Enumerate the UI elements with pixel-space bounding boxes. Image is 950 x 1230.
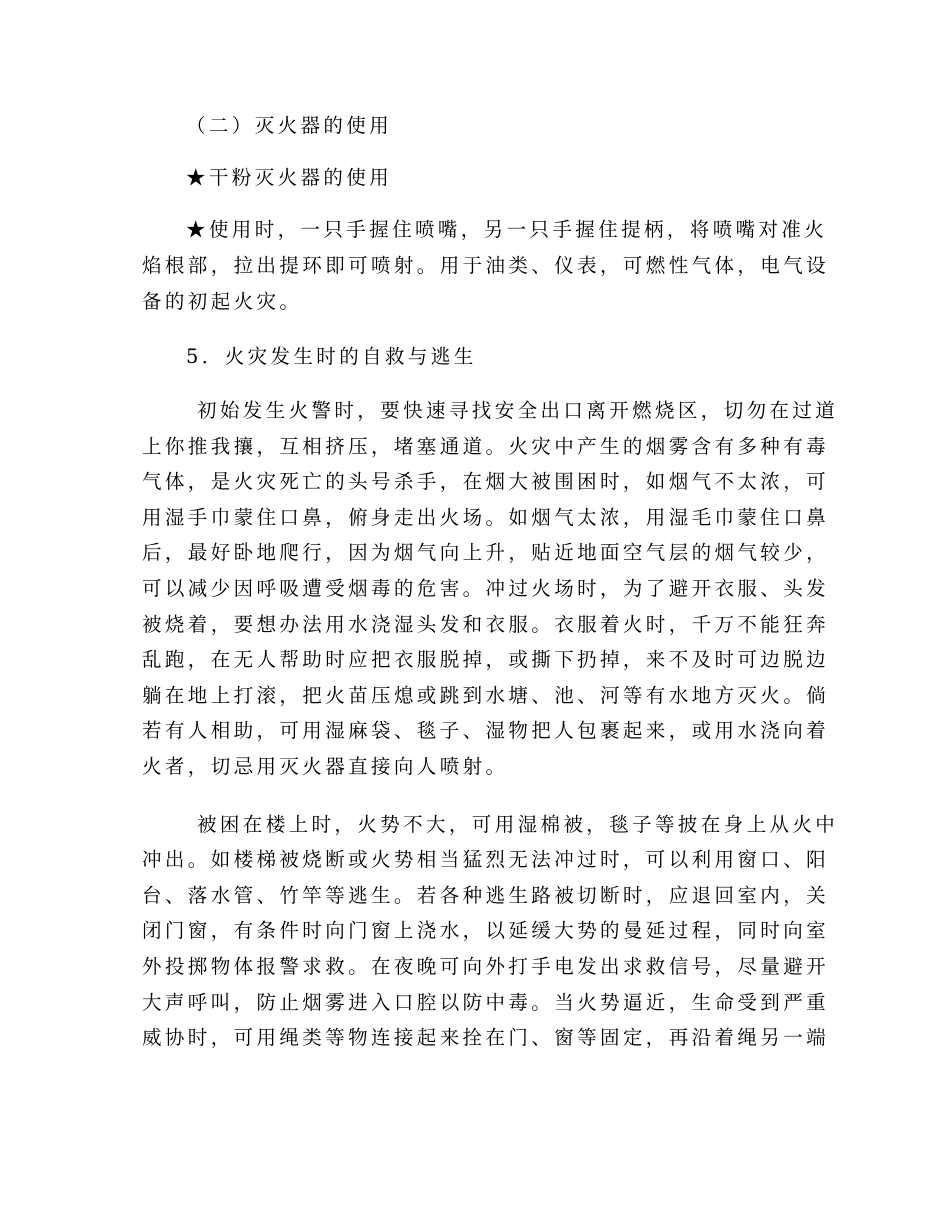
paragraph-line: ★使用时，一只手握住喷嘴，另一只手握住提柄，将喷嘴对准火: [186, 218, 828, 241]
paragraph-line: 可以减少因呼吸遭受烟毒的危害。冲过火场时，为了避开衣服、头发: [142, 577, 830, 600]
paragraph-line: 闭门窗，有条件时向门窗上浇水，以延缓大势的曼延过程，同时向室: [142, 919, 830, 942]
paragraph-line: 初始发生火警时，要快速寻找安全出口离开燃烧区，切勿在过道: [197, 399, 839, 422]
paragraph-line: 上你推我攘，互相挤压，堵塞通道。火灾中产生的烟雾含有多种有毒: [142, 435, 830, 458]
paragraph-line: 台、落水管、竹竿等逃生。若各种逃生路被切断时，应退回室内，关: [142, 884, 830, 907]
paragraph-line: 备的初起火灾。: [142, 290, 303, 313]
paragraph-line: 后，最好卧地爬行，因为烟气向上升，贴近地面空气层的烟气较少，: [142, 541, 830, 564]
paragraph-line: 用湿手巾蒙住口鼻，俯身走出火场。如烟气太浓，用湿毛巾蒙住口鼻: [142, 506, 830, 529]
paragraph-line: 火者，切忌用灭火器直接向人喷射。: [142, 755, 509, 778]
paragraph-line: 躺在地上打滚，把火苗压熄或跳到水塘、池、河等有水地方灭火。倘: [142, 684, 830, 707]
section-heading: 5．火灾发生时的自救与逃生: [186, 345, 477, 368]
paragraph-line: 大声呼叫，防止烟雾进入口腔以防中毒。当火势逼近，生命受到严重: [142, 991, 830, 1014]
paragraph-line: 冲出。如楼梯被烧断或火势相当猛烈无法冲过时，可以利用窗口、阳: [142, 848, 830, 871]
paragraph-line: 乱跑，在无人帮助时应把衣服脱掉，或撕下扔掉，来不及时可边脱边: [142, 648, 830, 671]
subheading: ★干粉灭火器的使用: [186, 166, 393, 189]
paragraph-line: 被困在楼上时，火势不大，可用湿棉被，毯子等披在身上从火中: [197, 813, 839, 836]
paragraph-line: 若有人相助，可用湿麻袋、毯子、湿物把人包裹起来，或用水浇向着: [142, 719, 830, 742]
paragraph-line: 威协时，可用绳类等物连接起来拴在门、窗等固定，再沿着绳另一端: [142, 1026, 830, 1049]
section-heading: （二）灭火器的使用: [186, 114, 393, 137]
paragraph-line: 被烧着，要想办法用水浇湿头发和衣服。衣服着火时，千万不能狂奔: [142, 613, 830, 636]
paragraph-line: 气体，是火灾死亡的头号杀手，在烟大被围困时，如烟气不太浓，可: [142, 470, 830, 493]
paragraph-line: 焰根部，拉出提环即可喷射。用于油类、仪表，可燃性气体，电气设: [142, 254, 830, 277]
paragraph-line: 外投掷物体报警求救。在夜晚可向外打手电发出求救信号，尽量避开: [142, 955, 830, 978]
